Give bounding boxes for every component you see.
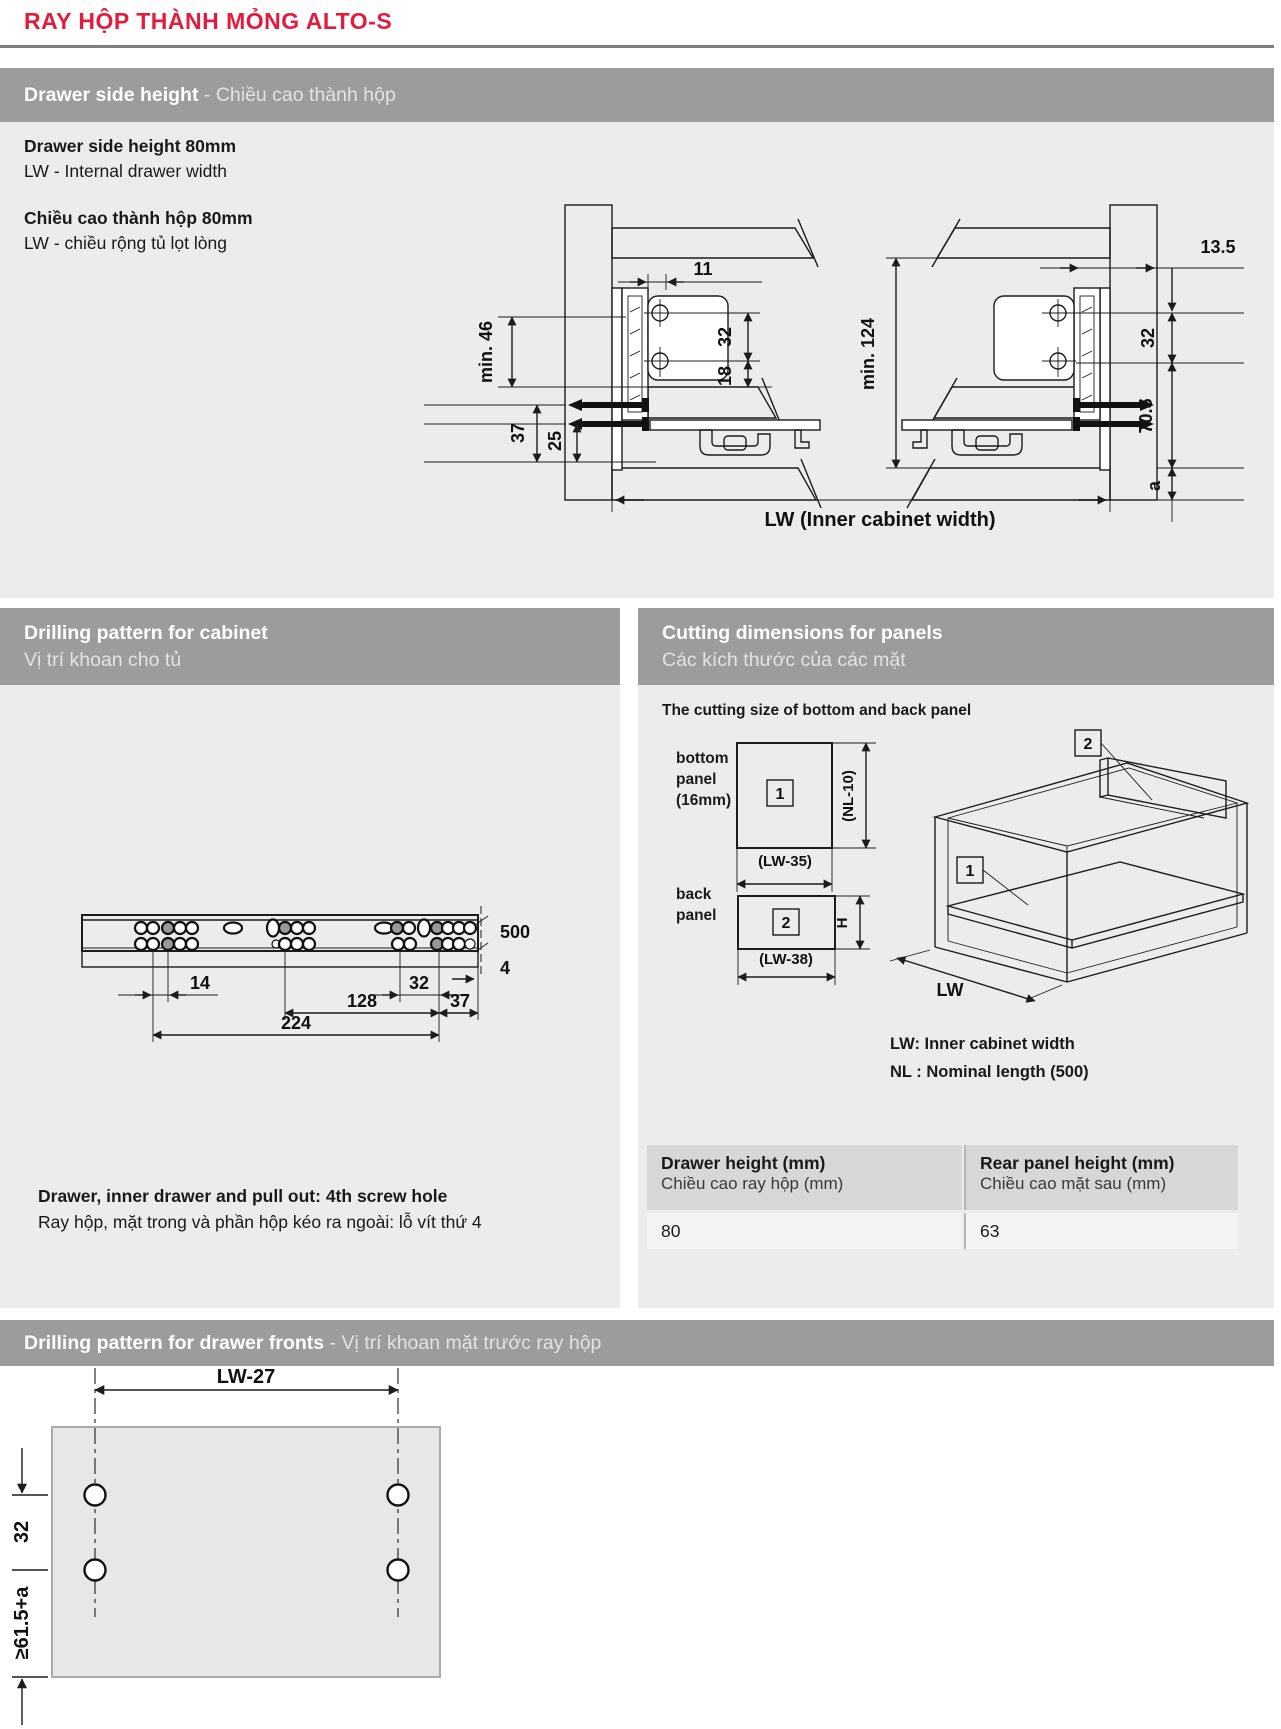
drawer-front-drilling-diagram	[0, 1360, 640, 1729]
col1-sub: Chiều cao ray hộp (mm)	[661, 1174, 844, 1193]
dim-32-right: 32	[1138, 327, 1158, 349]
lw-dimension	[565, 500, 1157, 531]
spec-vi-title: Chiều cao thành hộp 80mm	[24, 208, 253, 228]
marker-2-iso: 2	[1083, 736, 1093, 753]
dim-32-left: 32	[715, 326, 735, 348]
back-panel-drawing	[738, 896, 870, 985]
dim-37: 37	[508, 422, 528, 444]
runner-profile	[650, 420, 820, 455]
spec-vi-sub: LW - chiều rộng tủ lọt lòng	[24, 233, 227, 253]
dim-25: 25	[545, 430, 565, 452]
dim-4: 4	[500, 958, 511, 978]
marker-1: 1	[775, 786, 785, 803]
dim-a: a	[1144, 480, 1164, 492]
section-header-vi: Các kích thước của các mặt	[662, 648, 906, 671]
dim-14: 14	[189, 973, 211, 993]
screw-hole-note-title: Drawer, inner drawer and pull out: 4th screw hole	[38, 1186, 448, 1206]
dim-37: 37	[449, 991, 471, 1011]
section-header-sep: -	[324, 1332, 342, 1354]
bottom-panel-l1: bottom	[676, 750, 729, 767]
dim-500: 500	[500, 922, 531, 942]
dim-lw38: (LW-38)	[759, 951, 813, 968]
dim-70-5: 70.5	[1136, 398, 1156, 434]
section-header-en: Cutting dimensions for panels	[662, 622, 943, 644]
rail-holes	[135, 920, 476, 951]
isometric-drawer	[890, 730, 1247, 1001]
front-panel	[52, 1368, 440, 1677]
table-header-rear-panel-height	[964, 1145, 1238, 1210]
section-header-sep: -	[198, 84, 216, 106]
dim-min46: min. 46	[476, 320, 496, 384]
section-header-en: Drilling pattern for drawer fronts	[24, 1332, 325, 1354]
dim-min124: min. 124	[858, 317, 878, 391]
title-divider	[0, 45, 1274, 48]
dim-lw27: LW-27	[216, 1366, 276, 1388]
page-title: RAY HỘP THÀNH MỎNG ALTO-S	[24, 8, 393, 34]
drawer-cross-section-diagram	[415, 185, 1275, 535]
rail-drilling-diagram	[30, 800, 590, 1060]
runner-profile	[902, 420, 1072, 455]
section-header-en: Drilling pattern for cabinet	[24, 622, 268, 644]
col2-sub: Chiều cao mặt sau (mm)	[980, 1174, 1167, 1193]
cutting-size-subtitle: The cutting size of bottom and back panel	[662, 702, 972, 719]
panel-cutting-diagram	[640, 690, 1280, 1020]
dim-11: 11	[693, 259, 713, 279]
back-panel-l1: back	[676, 886, 712, 903]
dim-lw-iso: LW	[936, 980, 964, 1000]
table-value-drawer-height: 80	[647, 1213, 962, 1249]
dim-18: 18	[715, 365, 735, 387]
dim-61-5a: ≥61.5+a	[11, 1586, 33, 1660]
marker-1-iso: 1	[965, 863, 975, 880]
dim-lw35: (LW-35)	[758, 853, 812, 870]
table-value-rear-panel-height: 63	[964, 1213, 1238, 1249]
section-header-drilling-cabinet	[0, 608, 620, 685]
screw-hole-note-sub: Ray hộp, mặt trong và phần hộp kéo ra ngoài: lỗ vít thứ 4	[38, 1212, 482, 1232]
section-header-vi: Chiều cao thành hộp	[215, 84, 396, 106]
marker-2: 2	[781, 915, 791, 932]
table-header-drawer-height	[647, 1145, 962, 1210]
section-header-vi: Vị trí khoan mặt trước ray hộp	[341, 1332, 602, 1354]
dim-32-front: 32	[11, 1520, 33, 1544]
bottom-panel-drawing	[737, 743, 876, 892]
section-header-vi: Vị trí khoan cho tủ	[24, 648, 182, 671]
left-cabinet-section	[424, 205, 821, 508]
bottom-panel-l2: panel	[676, 771, 717, 788]
back-panel-l2: panel	[676, 907, 717, 924]
section-header-drawer-side-height	[0, 68, 1274, 122]
col1-title: Drawer height (mm)	[661, 1153, 826, 1173]
right-cabinet-section	[858, 205, 1244, 522]
dim-13-5: 13.5	[1200, 237, 1236, 257]
legend	[890, 1030, 1089, 1086]
bottom-panel-l3: (16mm)	[676, 792, 732, 809]
dim-128: 128	[346, 991, 378, 1011]
section-header-cutting-panels	[638, 608, 1274, 685]
dim-224: 224	[280, 1013, 312, 1033]
height-table	[647, 1145, 1240, 1249]
spec-en-sub: LW - Internal drawer width	[24, 161, 227, 181]
dim-lw-label: LW (Inner cabinet width)	[764, 509, 996, 531]
col2-title: Rear panel height (mm)	[980, 1153, 1175, 1173]
section-header-en: Drawer side height	[24, 84, 199, 106]
dim-nl10: (NL-10)	[840, 770, 857, 822]
legend-nl: NL : Nominal length (500)	[890, 1063, 1089, 1081]
legend-lw: LW: Inner cabinet width	[890, 1035, 1075, 1053]
spec-en-title: Drawer side height 80mm	[24, 136, 237, 156]
dim-h: H	[834, 917, 851, 929]
dim-32: 32	[408, 973, 430, 993]
